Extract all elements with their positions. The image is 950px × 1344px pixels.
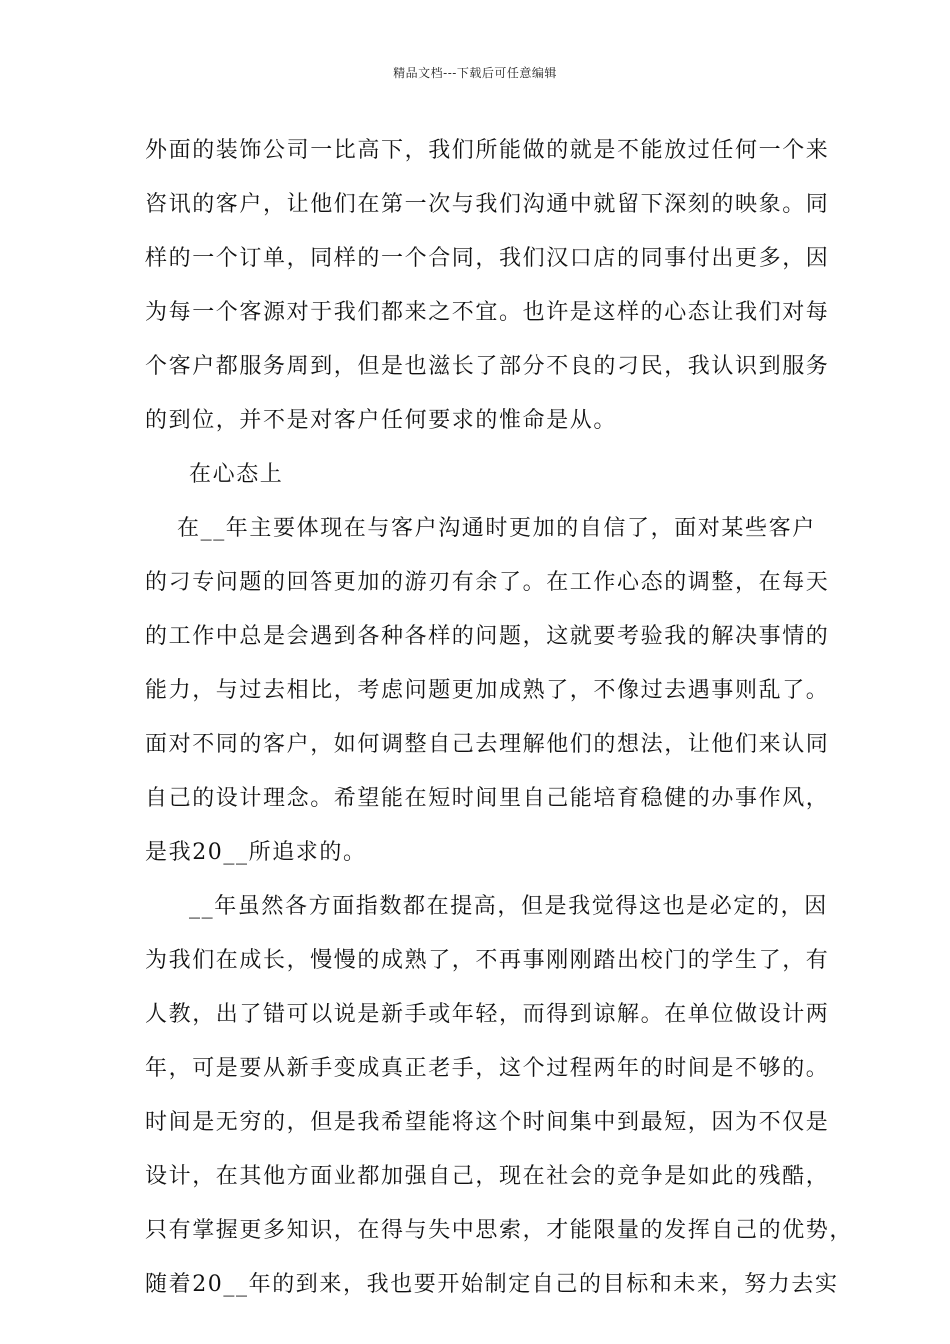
document-body: [145, 124, 854, 1312]
paragraph-line: 设计，在其他方面业都加强自己，现在社会的竞争是如此的残酷，: [145, 1164, 830, 1189]
paragraph-line: 只有掌握更多知识，在得与失中思索，才能限量的发挥自己的优势，: [145, 1218, 854, 1243]
paragraph-line: 能力，与过去相比，考虑问题更加成熟了，不像过去遇事则乱了。: [145, 678, 830, 703]
paragraph-line: 在__年主要体现在与客户沟通时更加的自信了，面对某些客户: [177, 516, 816, 541]
paragraph-line: 自己的设计理念。希望能在短时间里自己能培育稳健的办事作风，: [145, 786, 830, 811]
paragraph-line: 为每一个客源对于我们都来之不宜。也许是这样的心态让我们对每: [145, 300, 830, 325]
paragraph-line: 样的一个订单，同样的一个合同，我们汉口店的同事付出更多，因: [145, 246, 830, 271]
page-header: 精品文档---下载后可任意编辑: [393, 66, 557, 80]
paragraph-line: 人教，出了错可以说是新手或年轻，而得到谅解。在单位做设计两: [145, 1002, 830, 1027]
paragraph-line: __年虽然各方面指数都在提高，但是我觉得这也是必定的，因: [189, 894, 828, 919]
paragraph-line: 时间是无穷的，但是我希望能将这个时间集中到最短，因为不仅是: [145, 1110, 830, 1135]
paragraph-line: 个客户都服务周到，但是也滋长了部分不良的刁民，我认识到服务: [145, 354, 830, 379]
paragraph-line: 是我20__所追求的。: [145, 840, 367, 865]
paragraph-line: 的工作中总是会遇到各种各样的问题，这就要考验我的解决事情的: [145, 624, 830, 649]
paragraph-line: 的刁专问题的回答更加的游刃有余了。在工作心态的调整，在每天: [145, 570, 830, 595]
paragraph-line: 面对不同的客户，如何调整自己去理解他们的想法，让他们来认同: [145, 732, 830, 757]
section-heading: 在心态上: [189, 462, 284, 487]
paragraph-line: 随着20__年的到来，我也要开始制定自己的目标和未来，努力去实: [145, 1272, 839, 1297]
paragraph-line: 的到位，并不是对客户任何要求的惟命是从。: [145, 408, 618, 433]
paragraph-line: 外面的装饰公司一比高下，我们所能做的就是不能放过任何一个来: [145, 138, 830, 163]
paragraph-line: 为我们在成长，慢慢的成熟了，不再事刚刚踏出校门的学生了，有: [145, 948, 830, 973]
paragraph-line: 咨讯的客户，让他们在第一次与我们沟通中就留下深刻的映象。同: [145, 192, 830, 217]
paragraph-line: 年，可是要从新手变成真正老手，这个过程两年的时间是不够的。: [145, 1056, 830, 1081]
